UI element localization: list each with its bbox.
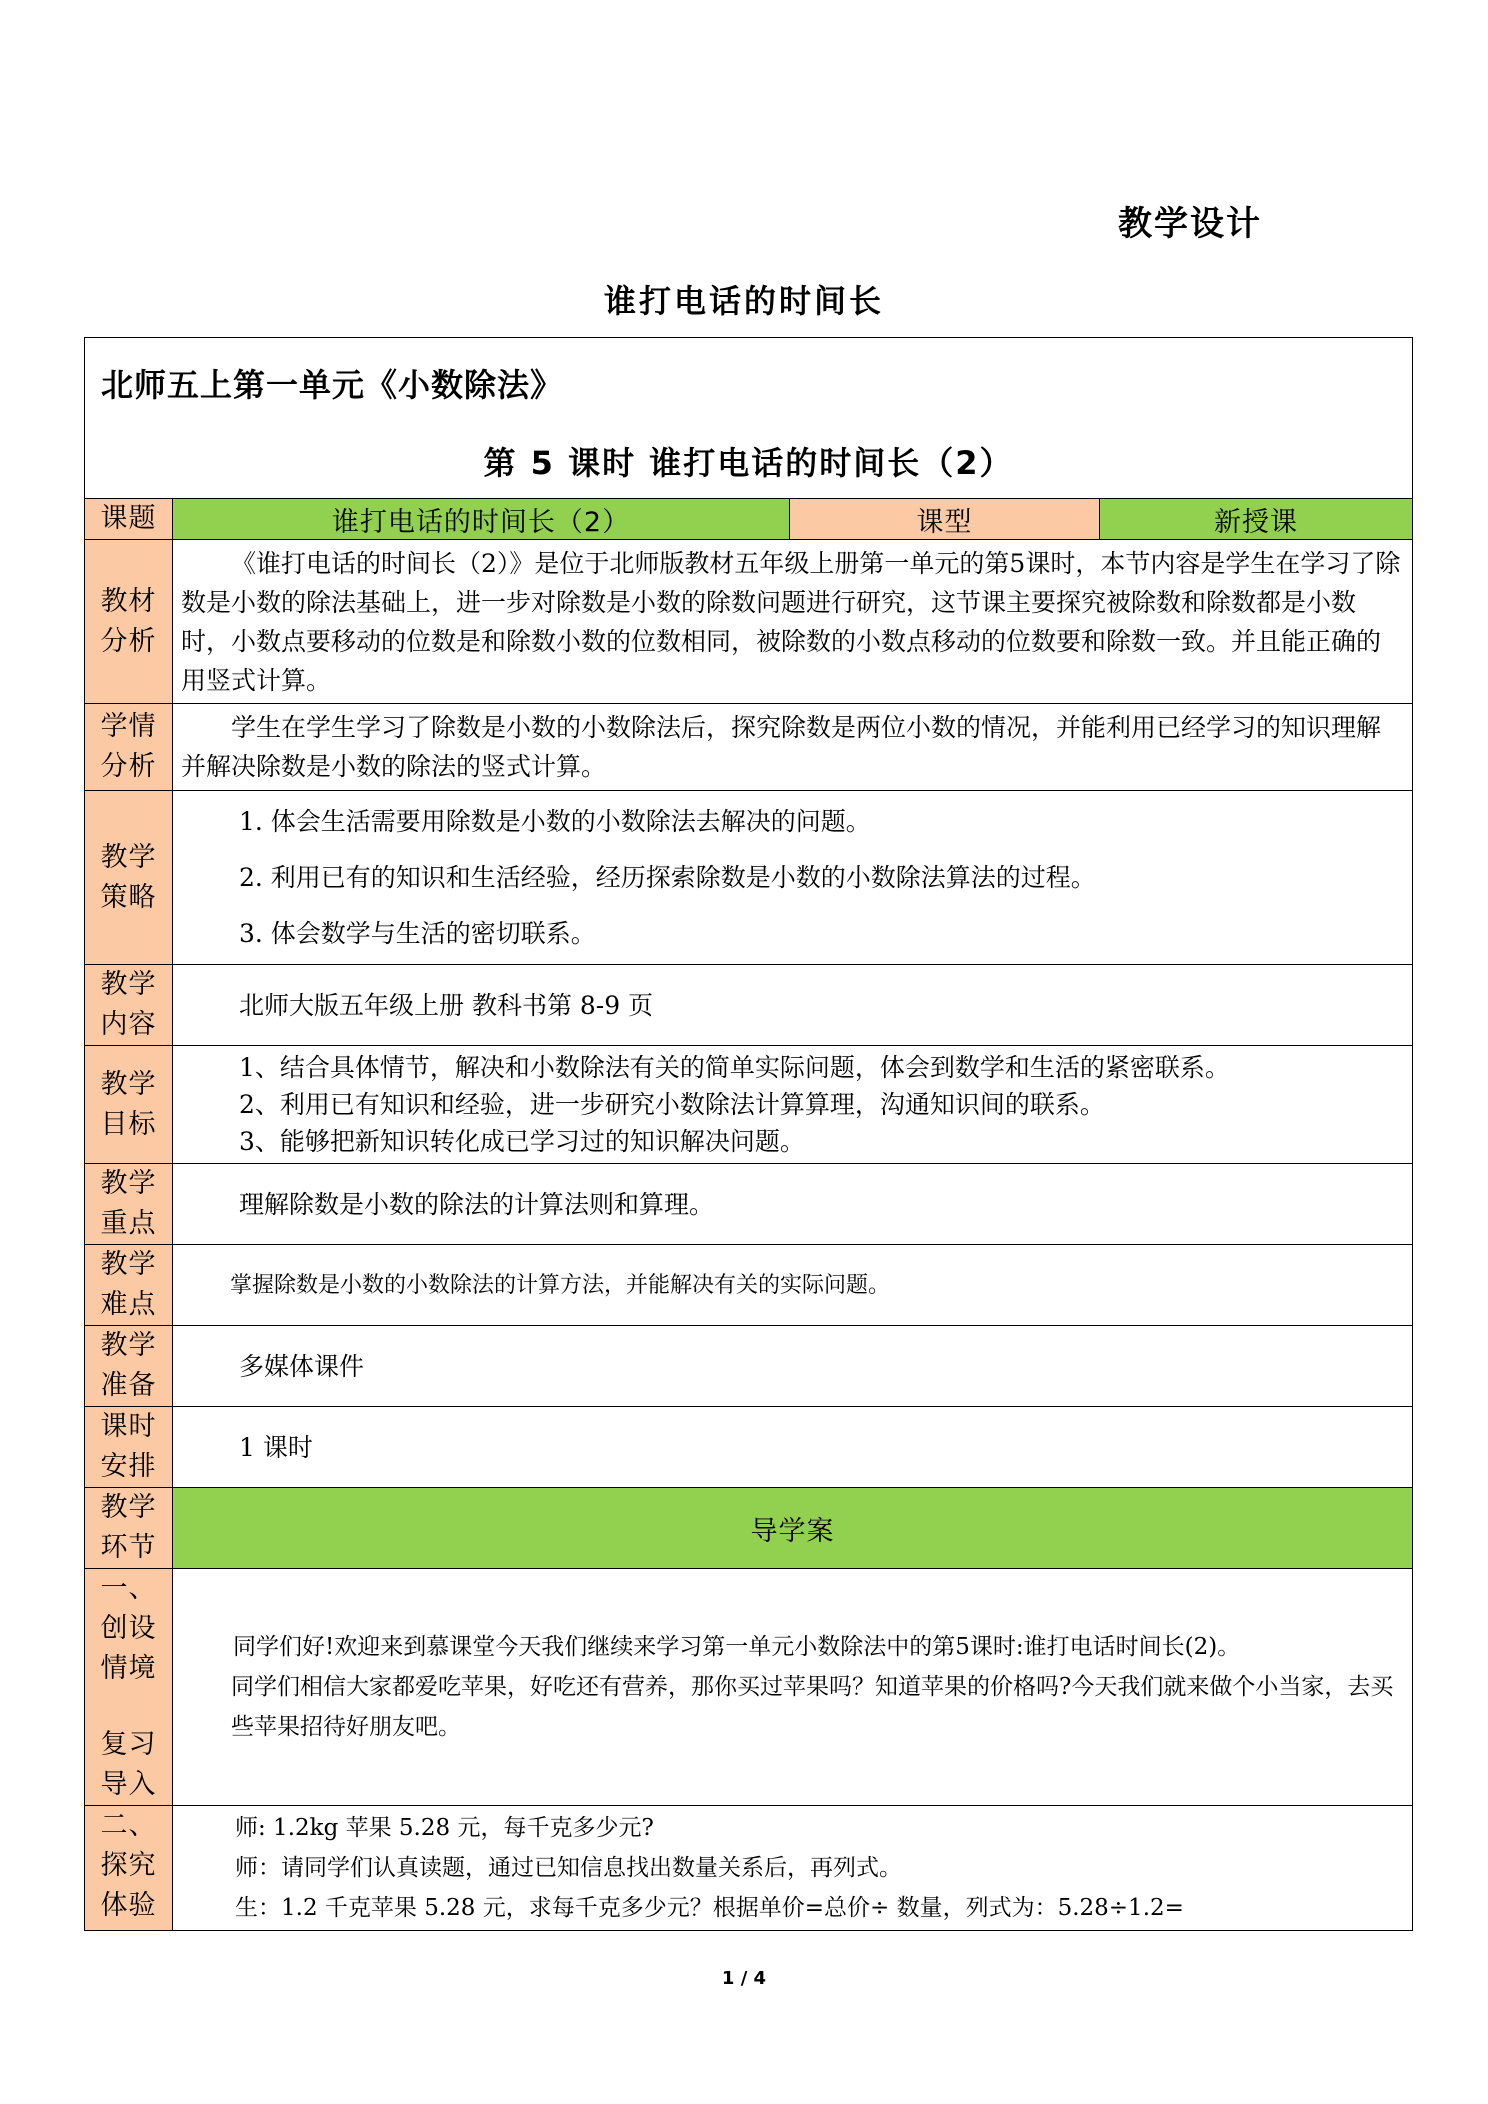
lesson-title: 第 5 课时 谁打电话的时间长（2） [483, 444, 1014, 482]
goal-item: 2、利用已有知识和经验，进一步研究小数除法计算算理，沟通知识间的联系。 [239, 1090, 1105, 1119]
stage-label: 教学 环节 [85, 1488, 173, 1569]
header-cell [85, 338, 1413, 499]
student-analysis-label: 学情 分析 [85, 704, 173, 791]
schedule-label: 课时 安排 [85, 1407, 173, 1488]
section2-line: 师：请同学们认真读题，通过已知信息找出数量关系后，再列式。 [235, 1855, 902, 1881]
preparation-label: 教学 准备 [85, 1326, 173, 1407]
goals-text [173, 1046, 1413, 1164]
schedule-row [85, 1407, 1413, 1488]
strategy-label: 教学 策略 [85, 791, 173, 965]
textbook-analysis-label: 教材 分析 [85, 540, 173, 704]
difficulties-label: 教学 难点 [85, 1245, 173, 1326]
topic-label: 课题 [85, 499, 173, 540]
stage-row [85, 1488, 1413, 1569]
unit-title: 北师五上第一单元《小数除法》 [101, 366, 564, 404]
section2-label: 二、 探究 体验 [85, 1806, 173, 1931]
type-label: 课型 [790, 499, 1100, 540]
type-value: 新授课 [1100, 499, 1413, 540]
section1-row [85, 1569, 1413, 1806]
preparation-row [85, 1326, 1413, 1407]
section1-paragraph: 同学们相信大家都爱吃苹果，好吃还有营养，那你买过苹果吗？知道苹果的价格吗?今天我们就来做个小当家，去买些苹果招待好朋友吧。 [231, 1674, 1394, 1740]
textbook-analysis-row [85, 540, 1413, 704]
section1-paragraph: 同学们好!欢迎来到慕课堂今天我们继续来学习第一单元小数除法中的第5课时:谁打电话时间长(2)。 [233, 1634, 1241, 1660]
section2-text [173, 1806, 1413, 1931]
key-points-label: 教学 重点 [85, 1164, 173, 1245]
strategy-text [173, 791, 1413, 965]
goal-item: 1、结合具体情节，解决和小数除法有关的简单实际问题，体会到数学和生活的紧密联系。 [239, 1053, 1230, 1082]
strategy-item: 3. 体会数学与生活的密切联系。 [239, 918, 596, 948]
section2-line: 生：1.2 千克苹果 5.28 元，求每千克多少元？根据单价=总价÷ 数量，列式为：5.28÷1.2= [235, 1895, 1184, 1921]
lesson-plan-table [84, 337, 1413, 1931]
content-label: 教学 内容 [85, 965, 173, 1046]
key-points-text: 理解除数是小数的除法的计算法则和算理。 [173, 1164, 1413, 1245]
key-points-row [85, 1164, 1413, 1245]
goals-label: 教学 目标 [85, 1046, 173, 1164]
header-row [85, 338, 1413, 499]
content-row [85, 965, 1413, 1046]
document-heading: 教学设计 [1118, 204, 1262, 244]
topic-value: 谁打电话的时间长（2） [173, 499, 790, 540]
student-analysis-row [85, 704, 1413, 791]
section2-line: 师: 1.2kg 苹果 5.28 元，每千克多少元? [235, 1815, 654, 1841]
stage-title: 导学案 [173, 1488, 1413, 1569]
strategy-row [85, 791, 1413, 965]
schedule-text: 1 课时 [173, 1407, 1413, 1488]
strategy-item: 2. 利用已有的知识和生活经验，经历探索除数是小数的小数除法算法的过程。 [239, 862, 1096, 892]
student-analysis-text: 学生在学生学习了除数是小数的小数除法后，探究除数是两位小数的情况，并能利用已经学习的知识理解并解决除数是小数的除法的竖式计算。 [173, 704, 1413, 791]
page-number: 1 / 4 [721, 1968, 767, 1989]
goals-row [85, 1046, 1413, 1164]
document-title: 谁打电话的时间长 [603, 282, 884, 320]
goal-item: 3、能够把新知识转化成已学习过的知识解决问题。 [239, 1127, 805, 1156]
content-text: 北师大版五年级上册 教科书第 8-9 页 [173, 965, 1413, 1046]
difficulties-row [85, 1245, 1413, 1326]
textbook-analysis-text: 《谁打电话的时间长（2）》是位于北师版教材五年级上册第一单元的第5课时，本节内容是学生在学习了除数是小数的除法基础上，进一步对除数是小数的除数问题进行研究，这节课主要探究被除数和除数都是小数时，小数点要移动的位数是和除数小数的位数相同，被除数的小数点移动的位数要和除数一致。并且能正确的用竖式计算。 [173, 540, 1413, 704]
section2-row [85, 1806, 1413, 1931]
strategy-item: 1. 体会生活需要用除数是小数的小数除法去解决的问题。 [239, 806, 871, 836]
section1-label: 一、 创设 情境 复习 导入 [85, 1569, 173, 1806]
section1-text [173, 1569, 1413, 1806]
preparation-text: 多媒体课件 [173, 1326, 1413, 1407]
difficulties-text: 掌握除数是小数的小数除法的计算方法，并能解决有关的实际问题。 [173, 1245, 1413, 1326]
topic-row [85, 499, 1413, 540]
